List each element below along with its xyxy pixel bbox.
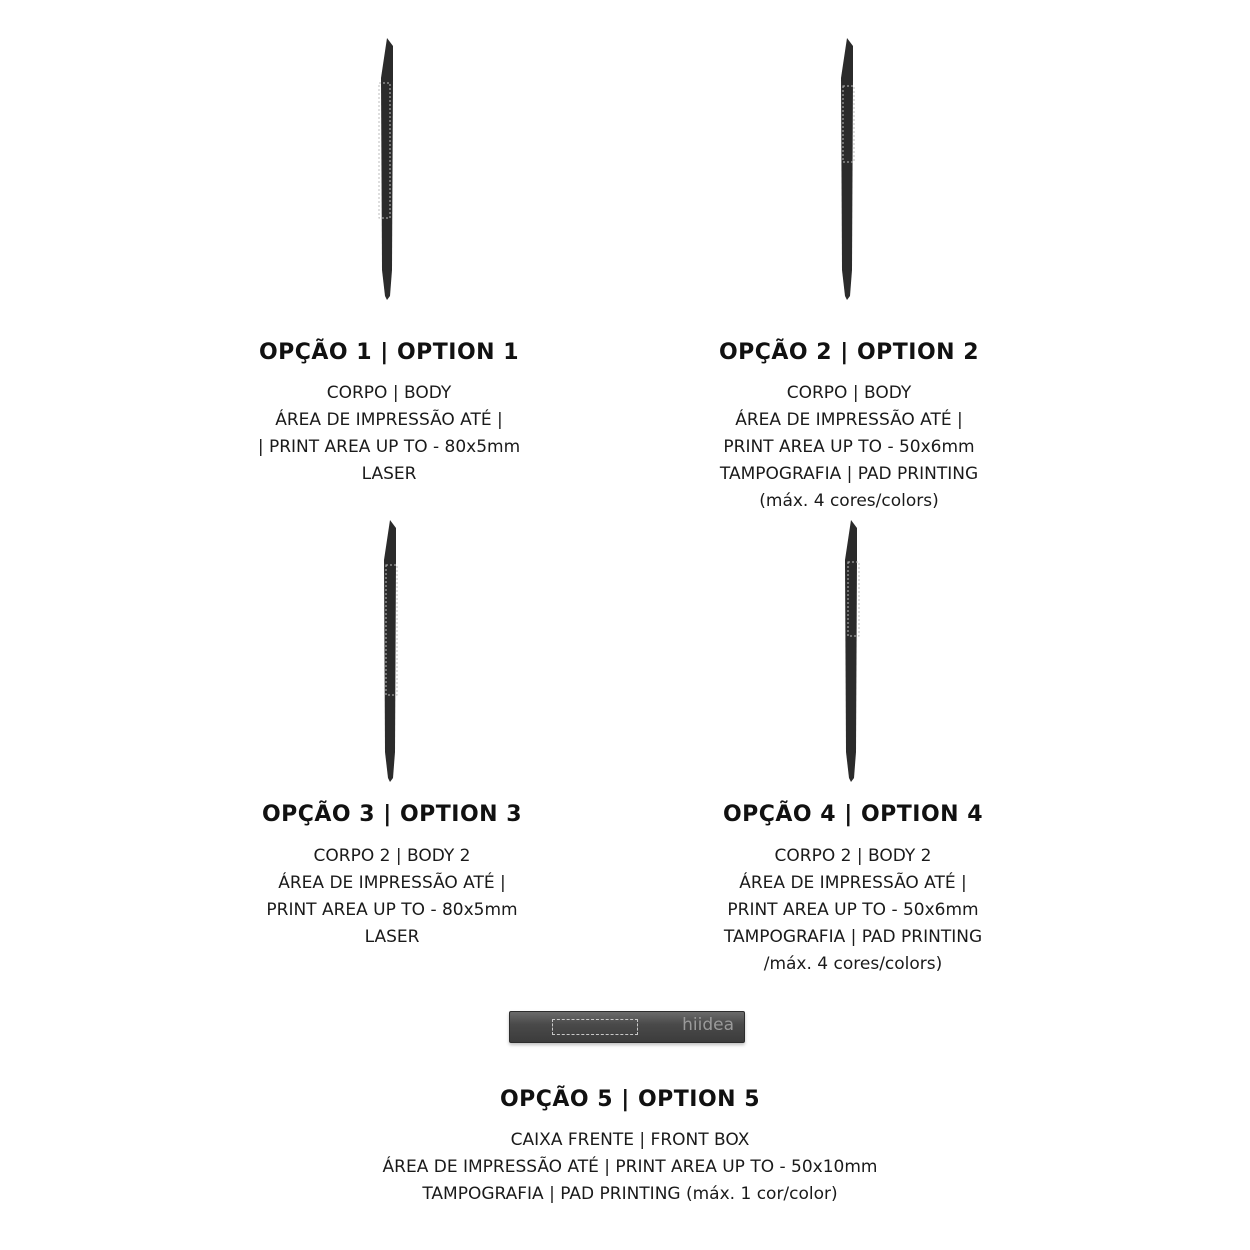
option-title: OPÇÃO 3 | OPTION 3 xyxy=(261,802,523,827)
option-5 xyxy=(300,1005,960,1220)
box-body xyxy=(509,1011,745,1043)
pen-icon xyxy=(837,38,867,300)
detail-line: LASER xyxy=(364,927,420,947)
option-title: OPÇÃO 4 | OPTION 4 xyxy=(722,802,984,827)
option-2 xyxy=(649,30,1049,520)
detail-line: TAMPOGRAFIA | PAD PRINTING xyxy=(719,464,979,484)
pen-image xyxy=(380,520,410,782)
detail-line: PRINT AREA UP TO - 50x6mm xyxy=(727,900,979,920)
detail-line: ÁREA DE IMPRESSÃO ATÉ | xyxy=(739,873,967,893)
detail-line: /máx. 4 cores/colors) xyxy=(763,954,943,974)
detail-line: ÁREA DE IMPRESSÃO ATÉ | PRINT AREA UP TO - 50x10mm xyxy=(382,1157,878,1177)
detail-line: ÁREA DE IMPRESSÃO ATÉ | xyxy=(275,410,503,430)
detail-line: | PRINT AREA UP TO - 80x5mm xyxy=(257,437,521,457)
option-4 xyxy=(653,515,1053,985)
option-1 xyxy=(189,30,589,500)
detail-line: TAMPOGRAFIA | PAD PRINTING xyxy=(723,927,983,947)
option-details xyxy=(192,843,592,951)
pen-image xyxy=(377,38,407,300)
option-title: OPÇÃO 1 | OPTION 1 xyxy=(258,340,520,365)
pen-image xyxy=(841,520,871,782)
detail-line: CORPO 2 | BODY 2 xyxy=(313,846,471,866)
detail-line: CORPO | BODY xyxy=(786,383,912,403)
detail-line: PRINT AREA UP TO - 80x5mm xyxy=(266,900,518,920)
detail-line: ÁREA DE IMPRESSÃO ATÉ | xyxy=(278,873,506,893)
box-print-area xyxy=(552,1019,638,1035)
option-details xyxy=(653,843,1053,978)
detail-line: TAMPOGRAFIA | PAD PRINTING (máx. 1 cor/color) xyxy=(422,1184,838,1204)
option-details xyxy=(189,380,589,488)
option-title: OPÇÃO 2 | OPTION 2 xyxy=(718,340,980,365)
option-title: OPÇÃO 5 | OPTION 5 xyxy=(499,1087,761,1112)
box-brand-logo: hiidea xyxy=(682,1015,734,1035)
detail-line: CORPO 2 | BODY 2 xyxy=(774,846,932,866)
option-details xyxy=(649,380,1049,515)
detail-line: CAIXA FRENTE | FRONT BOX xyxy=(510,1130,750,1150)
pen-image xyxy=(837,38,867,300)
option-3 xyxy=(192,515,592,955)
detail-line: (máx. 4 cores/colors) xyxy=(759,491,939,511)
detail-line: CORPO | BODY xyxy=(326,383,452,403)
detail-line: ÁREA DE IMPRESSÃO ATÉ | xyxy=(735,410,963,430)
detail-line: LASER xyxy=(361,464,417,484)
detail-line: PRINT AREA UP TO - 50x6mm xyxy=(723,437,975,457)
box-image xyxy=(509,1011,745,1043)
pen-icon xyxy=(377,38,407,300)
pen-icon xyxy=(380,520,410,782)
option-details xyxy=(300,1127,960,1208)
pen-icon xyxy=(841,520,871,782)
